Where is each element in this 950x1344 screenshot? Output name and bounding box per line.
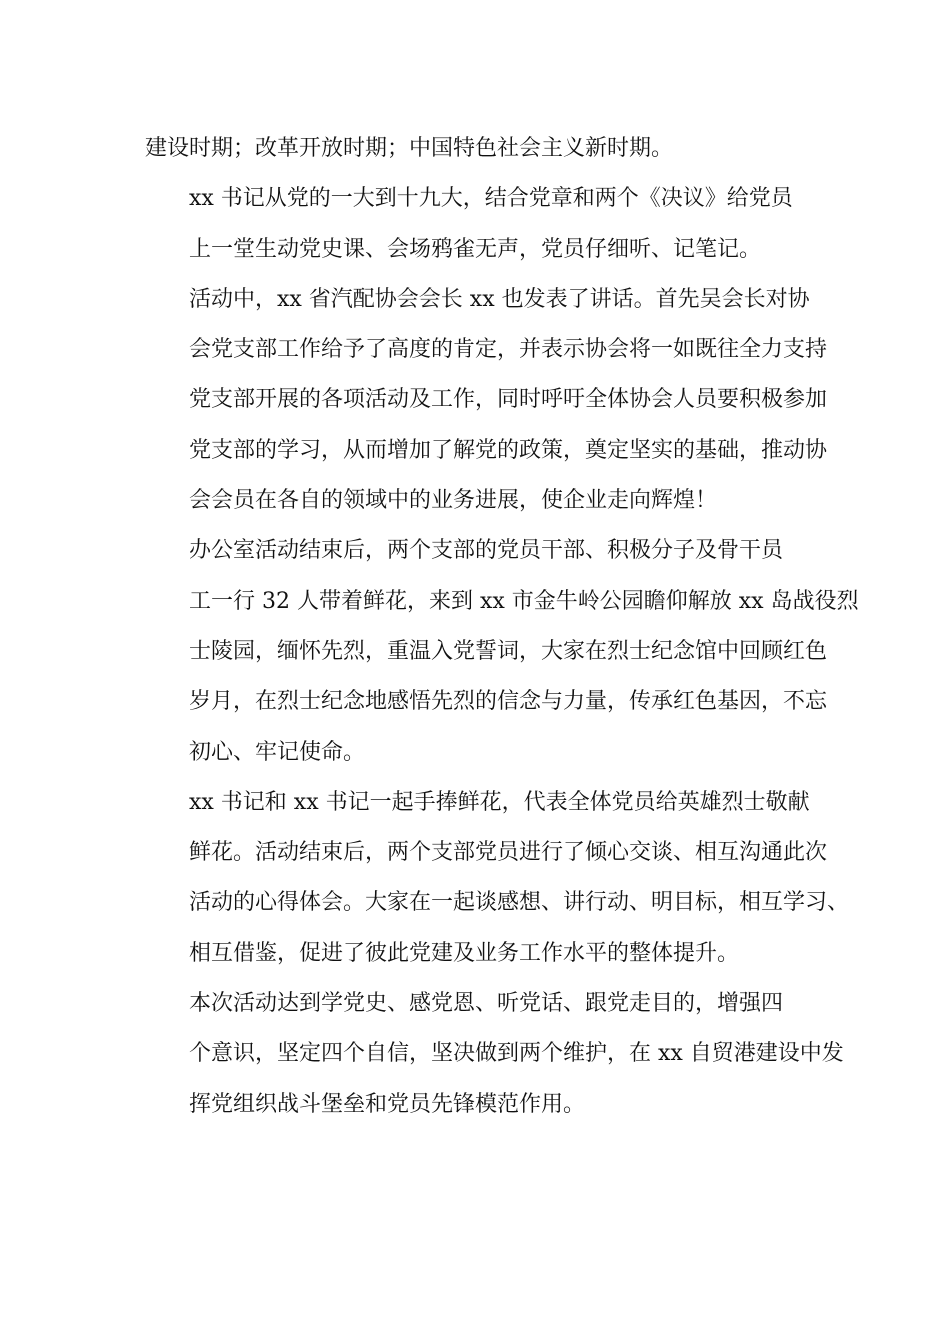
text-line: 挥党组织战斗堡垒和党员先锋模范作用。 [189,1091,586,1117]
text-line: 办公室活动结束后，两个支部的党员干部、积极分子及骨干员 [189,538,784,564]
text-line: 党支部开展的各项活动及工作，同时呼吁全体协会人员要积极参加 [189,387,828,413]
text-line: 会会员在各自的领域中的业务进展，使企业走向辉煌！ [189,488,718,514]
text-line: 士陵园，缅怀先烈，重温入党誓词，大家在烈士纪念馆中回顾红色 [189,638,828,664]
text-line: 个意识，坚定四个自信，坚决做到两个维护，在 xx 自贸港建设中发 [189,1041,844,1067]
paragraph [145,526,859,777]
document-body [145,124,859,1130]
paragraph [145,275,828,526]
text-line: xx 书记和 xx 书记一起手捧鲜花，代表全体党员给英雄烈士敬献 [189,789,810,815]
text-line: 活动的心得体会。大家在一起谈感想、讲行动、明目标，相互学习、 [189,890,850,916]
text-line: 本次活动达到学党史、感党恩、听党话、跟党走目的，增强四 [189,991,784,1017]
paragraph [145,979,844,1130]
text-line: 相互借鉴，促进了彼此党建及业务工作水平的整体提升。 [189,940,740,966]
text-line: 建设时期；改革开放时期；中国特色社会主义新时期。 [145,136,674,161]
text-line: 鲜花。活动结束后，两个支部党员进行了倾心交谈、相互沟通此次 [189,840,828,866]
text-line: 工一行 32 人带着鲜花，来到 xx 市金牛岭公园瞻仰解放 xx 岛战役烈 [189,588,859,614]
text-line: 岁月，在烈士纪念地感悟先烈的信念与力量，传承红色基因，不忘 [189,689,828,715]
paragraph [145,778,850,979]
text-line: xx 书记从党的一大到十九大，结合党章和两个《决议》给党员 [189,186,793,212]
text-line: 上一堂生动党史课、会场鸦雀无声，党员仔细听、记笔记。 [189,236,762,262]
text-line: 会党支部工作给予了高度的肯定，并表示协会将一如既往全力支持 [189,337,828,363]
paragraph [145,124,820,174]
paragraph [145,174,820,275]
text-line: 党支部的学习，从而增加了解党的政策，奠定坚实的基础，推动协 [189,437,828,463]
text-line: 初心、牢记使命。 [189,739,366,765]
text-line: 活动中，xx 省汽配协会会长 xx 也发表了讲话。首先吴会长对协 [189,286,810,312]
